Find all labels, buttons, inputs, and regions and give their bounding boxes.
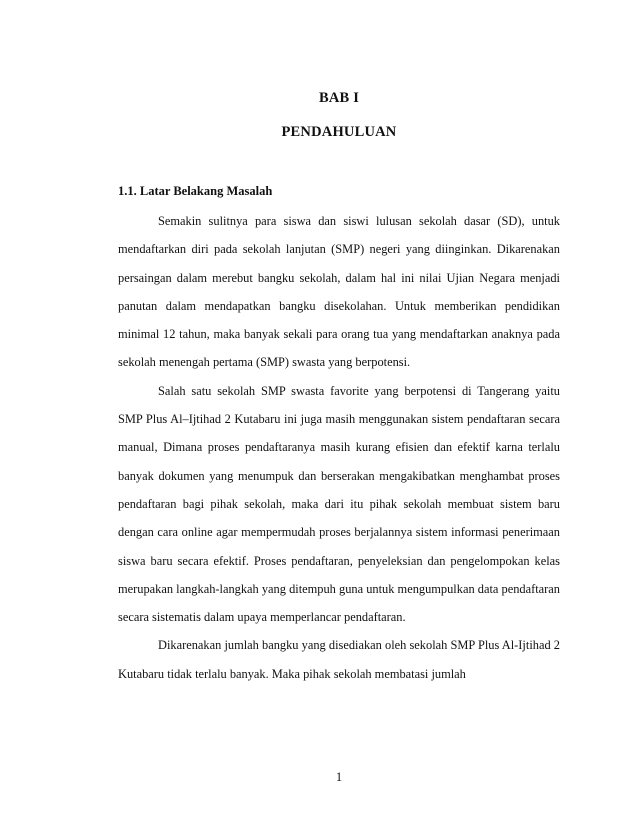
paragraph-1: Semakin sulitnya para siswa dan siswi lulusan sekolah dasar (SD), untuk mendaftarkan diri pada sekolah lanjutan (SMP) negeri yang diinginkan. Dikarenakan persaingan dalam merebut bangku sekolah, dalam hal ini nilai Ujian Negara menjadi panutan dalam mendapatkan bangku disekolahan. Untuk memberikan pendidikan minimal 12 tahun, maka banyak sekali para orang tua yang mendaftarkan anaknya pada sekolah menengah pertama (SMP) swasta yang berpotensi. bbox=[118, 214, 560, 370]
paragraph-2: Salah satu sekolah SMP swasta favorite yang berpotensi di Tangerang yaitu SMP Plus Al–Ijtihad 2 Kutabaru ini juga masih menggunakan sistem pendaftaran secara manual, Dimana proses pendaftaranya masih kurang efisien dan efektif karna terlalu banyak dokumen yang menumpuk dan berserakan mengakibatkan menghambat proses pendaftaran bagi pihak sekolah, maka dari itu pihak sekolah membuat sistem baru dengan cara online agar mempermudah proses berjalannya sistem informasi penerimaan siswa baru secara efektif. Proses pendaftaran, penyeleksian dan pengelompokan kelas merupakan langkah-langkah yang ditempuh guna untuk mengumpulkan data pendaftaran secara sistematis dalam upaya memperlancar pendaftaran. bbox=[118, 383, 560, 625]
chapter-title: PENDAHULUAN bbox=[281, 124, 397, 140]
body-text bbox=[118, 207, 560, 688]
section-heading: 1.1. Latar Belakang Masalah bbox=[118, 184, 273, 198]
page-number: 1 bbox=[335, 770, 343, 784]
chapter-number: BAB I bbox=[318, 90, 360, 106]
paragraph-3: Dikarenakan jumlah bangku yang disediakan oleh sekolah SMP Plus Al-Ijtihad 2 Kutabaru tidak terlalu banyak. Maka pihak sekolah membatasi jumlah bbox=[118, 638, 560, 681]
